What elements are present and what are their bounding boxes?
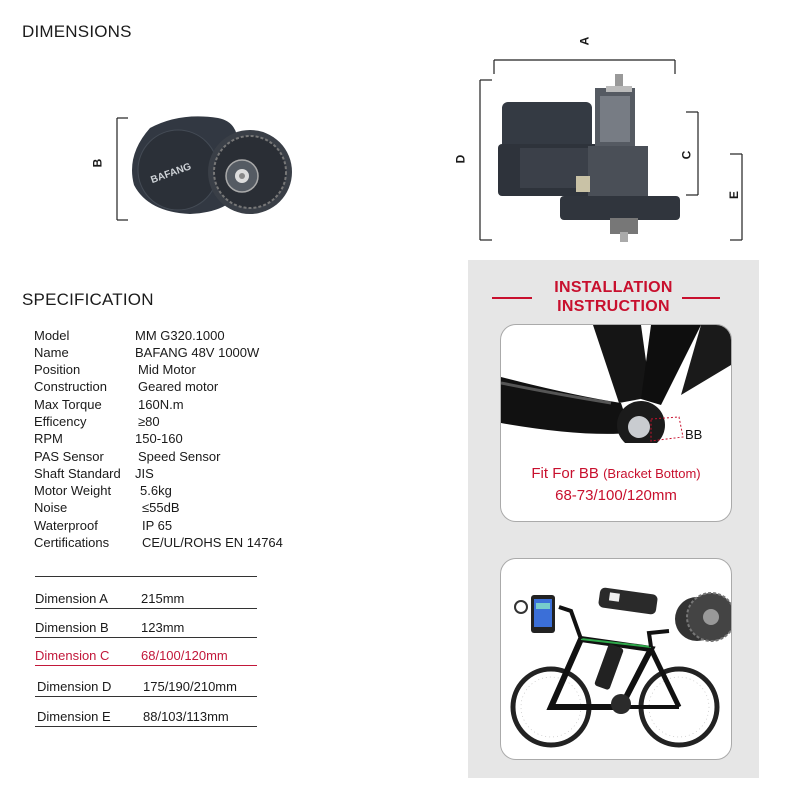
title-rule-left — [492, 297, 532, 299]
spec-value: IP 65 — [142, 518, 173, 533]
spec-value: 150-160 — [135, 431, 183, 446]
spec-label: Shaft Standard — [34, 466, 121, 481]
dimension-label: Dimension B — [35, 620, 109, 635]
spec-value: Mid Motor — [138, 362, 196, 377]
motor-side-view — [460, 40, 760, 250]
spec-label: PAS Sensor — [34, 449, 104, 464]
dimension-value: 175/190/210mm — [143, 679, 237, 694]
installation-title-line2: INSTRUCTION — [557, 298, 670, 315]
spec-label: Noise — [34, 500, 68, 515]
fit-sizes: 68-73/100/120mm — [555, 487, 677, 504]
dimension-row-c — [35, 647, 257, 666]
installation-panel — [468, 260, 759, 778]
fit-for-bb-text — [501, 465, 731, 482]
specification-heading: SPECIFICATION — [22, 290, 154, 309]
fit-main: Fit For BB — [531, 465, 604, 482]
label-d: D — [453, 154, 468, 164]
spec-label: Efficency — [34, 414, 87, 429]
dimension-row-b — [35, 619, 257, 638]
dimension-row-a — [35, 590, 257, 609]
dimension-value: 123mm — [141, 620, 185, 635]
bb-frame-card — [500, 324, 732, 522]
spec-label: Waterproof — [34, 518, 98, 533]
spec-label: Construction — [34, 379, 107, 394]
spec-value: 5.6kg — [140, 483, 172, 498]
dimension-row-d — [35, 678, 257, 697]
bike-frame-image — [501, 325, 731, 443]
dimension-label: Dimension A — [35, 591, 108, 606]
spec-label: Position — [34, 362, 81, 377]
spec-value: CE/UL/ROHS EN 14764 — [142, 535, 283, 550]
spec-value: 160N.m — [138, 397, 184, 412]
ebike-kit-card — [500, 558, 732, 760]
spec-label: Motor Weight — [34, 483, 112, 498]
dimension-label: Dimension C — [35, 648, 110, 663]
spec-label: RPM — [34, 431, 63, 446]
dimension-label: Dimension D — [37, 679, 112, 694]
spec-value: ≤55dB — [142, 500, 180, 515]
spec-value: MM G320.1000 — [135, 328, 225, 343]
dimension-label: Dimension E — [37, 709, 111, 724]
spec-value: ≥80 — [138, 414, 160, 429]
installation-title-line1: INSTALLATION — [554, 279, 673, 296]
fit-paren: (Bracket Bottom) — [603, 466, 701, 481]
spec-label: Certifications — [34, 535, 110, 550]
spec-label: Model — [34, 328, 70, 343]
dimension-row-e — [35, 708, 257, 727]
motor-front-view — [90, 110, 300, 230]
label-b: B — [90, 158, 105, 168]
bb-label: BB — [685, 427, 703, 442]
dimension-value: 68/100/120mm — [141, 648, 228, 663]
spec-label: Name — [34, 345, 69, 360]
spec-value: Speed Sensor — [138, 449, 221, 464]
label-e: E — [727, 190, 742, 200]
label-c: C — [679, 150, 694, 160]
title-rule-right — [682, 297, 720, 299]
spec-label: Max Torque — [34, 397, 102, 412]
dimensions-heading: DIMENSIONS — [22, 22, 132, 41]
dimension-value: 215mm — [141, 591, 185, 606]
spec-value: Geared motor — [138, 379, 219, 394]
bafang-logo: BAFANG — [149, 161, 193, 187]
ebike-kit-image — [501, 559, 731, 759]
dimension-value: 88/103/113mm — [143, 709, 229, 724]
divider — [35, 576, 257, 577]
spec-value: JIS — [135, 466, 154, 481]
label-a: A — [577, 36, 592, 46]
spec-value: BAFANG 48V 1000W — [135, 345, 260, 360]
